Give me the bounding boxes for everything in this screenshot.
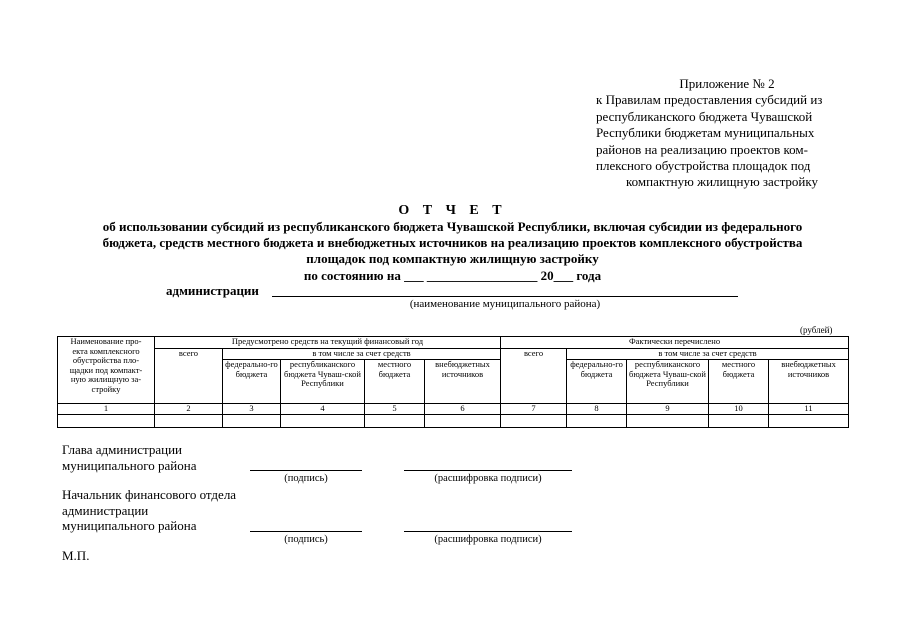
column-number: 9 [627,404,709,415]
col-header-name: Наименование про-екта комплексного обустройства пло-щадки под компакт-ную жилищную за-стройку [58,337,155,404]
table-cell[interactable] [501,414,567,427]
col-header-extrabudget: внебюджетных источников [425,360,501,404]
decode-caption: (расшифровка подписи) [434,473,542,484]
admin-label: администрации [166,283,259,298]
admin-name-line [272,296,738,297]
head-signature-line[interactable] [250,470,362,471]
col-header-actual: Фактически перечислено [501,337,849,349]
col-header-federal: федерально-го бюджета [223,360,281,404]
finance-title-line: Начальник финансового отдела [62,487,237,502]
column-number: 11 [769,404,849,415]
column-number: 3 [223,404,281,415]
report-subtitle-line: бюджета, средств местного бюджета и внебюджетных источников на реализацию проектов комплексного обустройства [102,235,803,251]
finance-head-title [62,487,236,534]
table-cell[interactable] [223,414,281,427]
column-number: 7 [501,404,567,415]
table-cell[interactable] [567,414,627,427]
report-subtitle-line: об использовании субсидий из республиканского бюджета Чувашской Республики, включая субсидии из федерального [102,219,803,234]
finance-title-line: муниципального района [62,518,197,533]
appendix-line: компактную жилищную застройку [625,174,819,190]
appendix-line: плексного обустройства площадок под [596,158,811,174]
table-cell[interactable] [281,414,365,427]
col-header-local: местного бюджета [709,360,769,404]
head-title-line: муниципального района [62,457,197,473]
units-label: (рублей) [800,325,833,335]
stamp-label: М.П. [62,548,90,563]
col-header-incl: в том числе за счет средств [567,349,849,360]
admin-caption: (наименование муниципального района) [409,298,601,310]
table-cell[interactable] [709,414,769,427]
finance-signature-line[interactable] [250,531,362,532]
signature-caption: (подпись) [284,473,328,484]
column-number: 2 [155,404,223,415]
report-subtitle [0,219,905,284]
col-header-incl: в том числе за счет средств [223,349,501,360]
head-title-line: Глава администрации [62,442,183,457]
column-number: 1 [58,404,155,415]
column-numbers-row [58,404,849,415]
col-header-federal: федерально-го бюджета [567,360,627,404]
report-date-line: по состоянию на ___ _________________ 20___ года [303,267,602,283]
appendix-line: к Правилам предоставления субсидий из [596,92,823,108]
table-row [58,414,849,427]
column-number: 4 [281,404,365,415]
finance-decode-line[interactable] [404,531,572,532]
appendix-title: Приложение № 2 [679,76,775,91]
column-number: 10 [709,404,769,415]
col-header-republic: республиканского бюджета Чуваш-ской Республики [281,360,365,404]
column-number: 5 [365,404,425,415]
column-number: 8 [567,404,627,415]
col-header-local: местного бюджета [365,360,425,404]
report-subtitle-line: площадок под компактную жилищную застройку [306,251,599,267]
report-title: О Т Ч Е Т [398,203,507,218]
col-header-planned: Предусмотрено средств на текущий финансовый год [155,337,501,349]
signature-caption: (подпись) [284,534,328,545]
decode-caption: (расшифровка подписи) [434,534,542,545]
appendix-line: районов на реализацию проектов ком- [596,141,808,157]
appendix-block [596,76,848,191]
col-header-total: всего [155,349,223,404]
col-header-republic: республиканского бюджета Чуваш-ской Республики [627,360,709,404]
table-cell[interactable] [769,414,849,427]
head-title [62,442,196,473]
appendix-line: Республики бюджетам муниципальных [596,125,815,141]
col-header-total: всего [501,349,567,404]
table-cell[interactable] [155,414,223,427]
column-number: 6 [425,404,501,415]
table-cell[interactable] [425,414,501,427]
col-header-extrabudget: внебюджетных источников [769,360,849,404]
table-cell[interactable] [365,414,425,427]
table-cell[interactable] [58,414,155,427]
table-cell[interactable] [627,414,709,427]
head-decode-line[interactable] [404,470,572,471]
report-table [57,336,849,428]
finance-title-line: администрации [62,502,149,518]
appendix-line: республиканского бюджета Чувашской [596,108,813,124]
